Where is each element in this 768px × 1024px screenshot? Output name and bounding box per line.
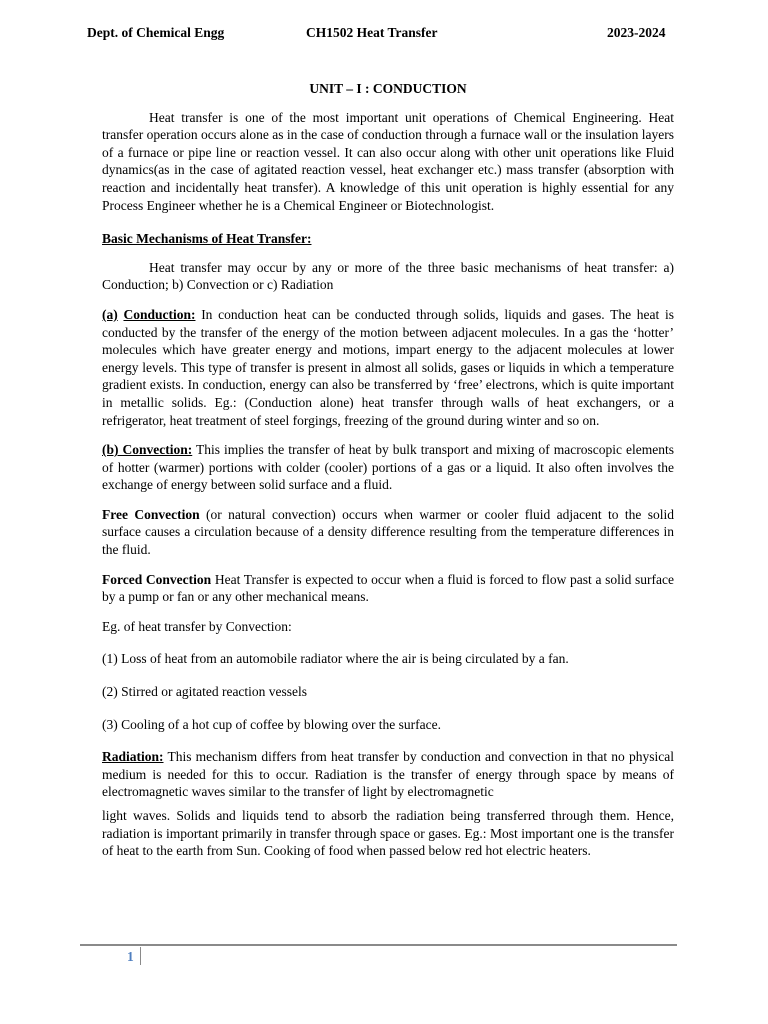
examples-heading: Eg. of heat transfer by Convection: xyxy=(102,618,292,634)
document-body xyxy=(102,80,674,872)
example-item: (2) Stirred or agitated reaction vessels xyxy=(102,684,308,700)
radiation-label: Radiation: xyxy=(102,749,164,765)
header-department: Dept. of Chemical Engg xyxy=(87,25,225,40)
header-year: 2023-2024 xyxy=(607,25,666,40)
basic-mechanisms-paragraph: Heat transfer may occur by any or more of the three basic mechanisms of heat transfer: a) Conduction; b) Convection or c) Radiation xyxy=(102,259,674,293)
unit-title: UNIT – I : CONDUCTION xyxy=(309,81,467,96)
convection-label: (b) Convection: xyxy=(102,442,193,458)
conduction-text: In conduction heat can be conducted through solids, liquids and gases. The heat is conducted by the transfer of the energy of the motion between adjacent molecules. In a gas the ‘hotter’ molecules which have greater energy and motions, impart energy to the adjacent molecules at lower energy levels. This type of transfer is present in almost all solids, gases or liquids in which a temperature gradient exists. In conduction, energy can also be transferred by ‘free’ electrons, which is quite important in metallic solids. Eg.: (Conduction alone) heat transfer through walls of heat exchangers, or a refrigerator, heat treatment of steel forgings, freezing of the ground during winter and so on. xyxy=(102,306,675,428)
convection-paragraph xyxy=(102,441,674,494)
conduction-label: Conduction: xyxy=(123,306,196,322)
example-item: (3) Cooling of a hot cup of coffee by blowing over the surface. xyxy=(102,716,442,732)
convection-text: This implies the transfer of heat by bulk transport and mixing of macroscopic elements of hotter (warmer) portions with colder (cooler) portions of a gas or a liquid. It also often involves the exchange of energy between solid surface and a fluid. xyxy=(102,442,674,493)
footer-divider xyxy=(80,944,677,946)
conduction-marker: (a) xyxy=(102,306,118,322)
page-number-divider xyxy=(140,947,141,965)
free-convection-paragraph xyxy=(102,506,674,559)
page-number: 1 xyxy=(127,949,134,964)
conduction-paragraph xyxy=(102,306,674,429)
free-convection-label: Free Convection xyxy=(102,506,200,522)
forced-convection-paragraph xyxy=(102,571,674,606)
radiation-paragraph-continued: light waves. Solids and liquids tend to absorb the radiation being transferred through them. Hence, radiation is important primarily in transfer through space or gases. Eg.: Most important one is the transfer of heat to the earth from Sun. Cooking of food when passed below red hot electric heaters. xyxy=(102,808,674,859)
free-convection-text: (or natural convection) occurs when warmer or cooler fluid adjacent to the solid surface causes a circulation because of a density difference resulting from the temperature differences in the fluid. xyxy=(102,506,674,558)
basic-mechanisms-heading: Basic Mechanisms of Heat Transfer: xyxy=(102,231,312,247)
forced-convection-label: Forced Convection xyxy=(102,571,212,587)
page-header xyxy=(0,25,768,45)
example-item: (1) Loss of heat from an automobile radiator where the air is being circulated by a fan. xyxy=(102,651,569,667)
header-course: CH1502 Heat Transfer xyxy=(306,25,438,40)
radiation-text: This mechanism differs from heat transfer by conduction and convection in that no physical medium is needed for this to occur. Radiation is the transfer of energy through space by means of electromagnetic waves similar to the transfer of light by electromagnetic xyxy=(102,749,674,800)
intro-paragraph: Heat transfer is one of the most important unit operations of Chemical Engineering. Heat transfer operation occurs alone as in the case of conduction through a furnace wall or the insulation layers of a furnace or pipe line or reaction vessel. It can also occur along with other unit operations like Fluid dynamics(as in the case of agitated reaction vessel, heat exchanger etc.) mass transfer (absorption with reaction and incidentally heat transfer). A knowledge of this unit operation is highly essential for any Process Engineer whether he is a Chemical Engineer or Biotechnologist. xyxy=(102,109,674,213)
forced-convection-text: Heat Transfer is expected to occur when a fluid is forced to flow past a solid surface by a pump or fan or any other mechanical means. xyxy=(102,571,675,605)
radiation-paragraph xyxy=(102,748,674,801)
